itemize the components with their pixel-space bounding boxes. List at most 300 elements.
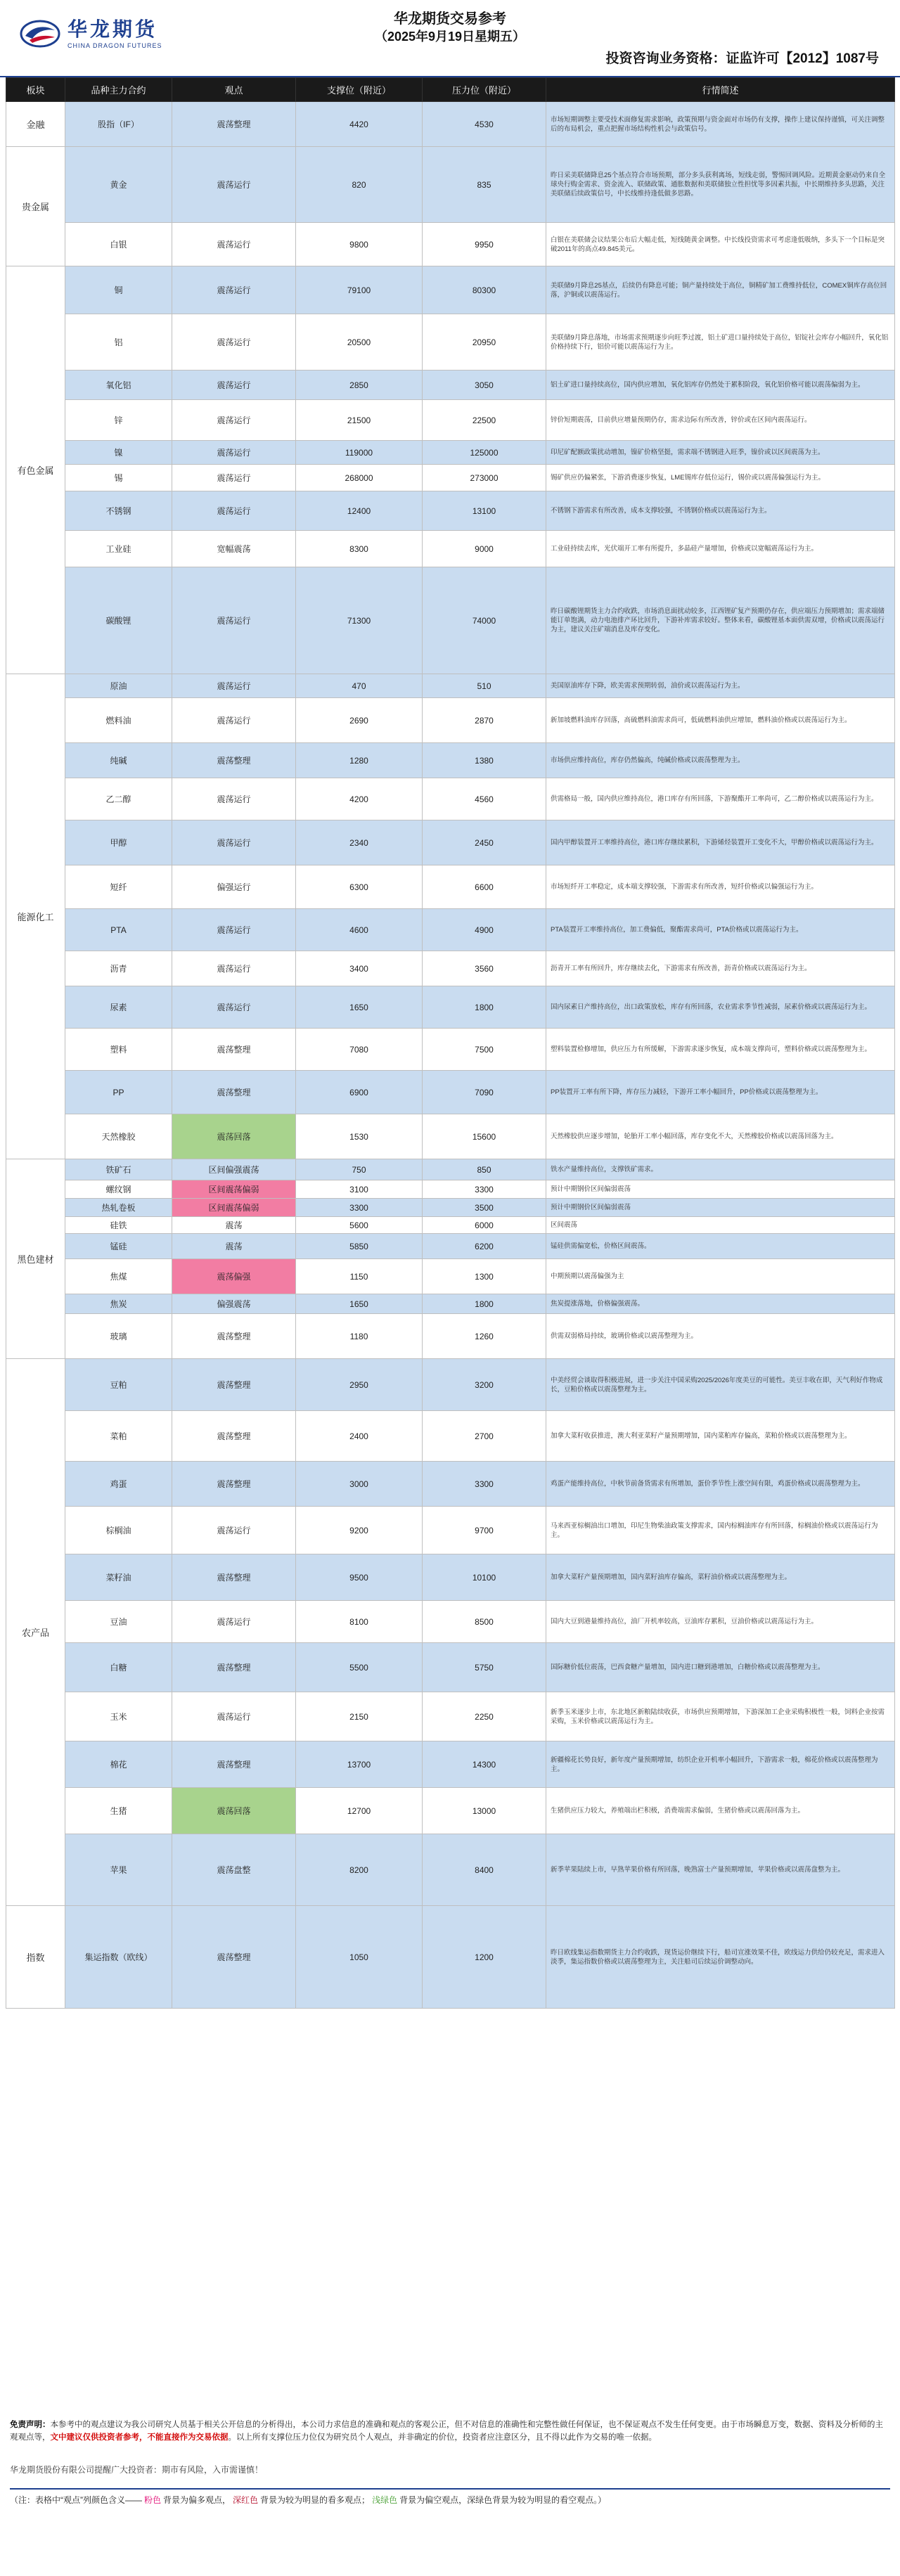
description-cell: 焦炭提涨落地，价格偏强震荡。 <box>546 1294 895 1314</box>
view-cell: 震荡运行 <box>172 371 296 400</box>
view-cell: 震荡 <box>172 1234 296 1259</box>
description-cell: 不锈钢下游需求有所改善，成本支撑较强，不锈钢价格或以震荡运行为主。 <box>546 491 895 531</box>
table-row <box>6 314 895 371</box>
product-cell: 棉花 <box>65 1741 172 1788</box>
description-cell: 加拿大菜籽产量预期增加，国内菜籽油库存偏高，菜籽油价格或以震荡整理为主。 <box>546 1554 895 1601</box>
view-cell: 震荡整理 <box>172 1071 296 1114</box>
view-cell: 震荡运行 <box>172 674 296 698</box>
description-cell: 国内甲醇装置开工率维持高位，港口库存继续累积，下游烯烃装置开工变化不大，甲醇价格或以震荡运行为主。 <box>546 820 895 865</box>
description-cell: 新季玉米逐步上市，东北地区新粮陆续收获，市场供应预期增加，下游深加工企业采购积极性一般，饲料企业按需采购，玉米价格或以震荡运行为主。 <box>546 1692 895 1741</box>
description-cell: 区间震荡 <box>546 1217 895 1234</box>
support-cell: 2150 <box>296 1692 423 1741</box>
support-cell: 8200 <box>296 1834 423 1906</box>
product-cell: 豆油 <box>65 1601 172 1643</box>
support-cell: 750 <box>296 1159 423 1180</box>
support-cell: 5850 <box>296 1234 423 1259</box>
description-cell: 市场供应维持高位，库存仍然偏高，纯碱价格或以震荡整理为主。 <box>546 743 895 778</box>
product-cell: 乙二醇 <box>65 778 172 820</box>
table-row <box>6 1199 895 1217</box>
table-row <box>6 909 895 951</box>
support-cell: 5500 <box>296 1643 423 1692</box>
support-cell: 1650 <box>296 1294 423 1314</box>
description-cell: 昨日碳酸锂期货主力合约收跌，市场消息面扰动较多，江西锂矿复产预期仍存在，供应端压力预期增加；需求端储能订单饱满，动力电池排产环比回升，下游补库需求较好。整体来看，碳酸锂基本面供需双增，价格或以震荡运行为主，建议关注矿端消息及库存变化。 <box>546 567 895 674</box>
table-row <box>6 820 895 865</box>
view-cell: 区间偏强震荡 <box>172 1159 296 1180</box>
product-cell: 碳酸锂 <box>65 567 172 674</box>
description-cell: 昨日欧线集运指数期货主力合约收跌，现货运价继续下行，船司宣涨效果不佳，欧线运力供给仍较充足，需求进入淡季，集运指数价格或以震荡整理为主，关注船司后续运价调整动向。 <box>546 1906 895 2009</box>
view-cell: 震荡运行 <box>172 223 296 266</box>
description-cell: 美联储9月降息落地，市场需求预期逐步向旺季过渡，铝土矿进口量持续处于高位，铝锭社会库存小幅回升，氧化铝价格持续下行，铝价可能以震荡运行为主。 <box>546 314 895 371</box>
table-row <box>6 778 895 820</box>
product-cell: 铁矿石 <box>65 1159 172 1180</box>
table-row <box>6 465 895 491</box>
description-cell: 国内尿素日产维持高位，出口政策放松，库存有所回落，农业需求季节性减弱，尿素价格或以震荡运行为主。 <box>546 986 895 1029</box>
support-cell: 2850 <box>296 371 423 400</box>
table-row <box>6 986 895 1029</box>
product-cell: 沥青 <box>65 951 172 986</box>
support-cell: 1530 <box>296 1114 423 1159</box>
support-cell: 1650 <box>296 986 423 1029</box>
resistance-cell: 1800 <box>423 986 546 1029</box>
description-cell: 预计中期钢价区间偏弱震荡 <box>546 1199 895 1217</box>
resistance-cell: 9950 <box>423 223 546 266</box>
table-row <box>6 371 895 400</box>
resistance-cell: 7090 <box>423 1071 546 1114</box>
product-cell: 工业硅 <box>65 531 172 567</box>
table-row <box>6 1234 895 1259</box>
support-cell: 9500 <box>296 1554 423 1601</box>
product-cell: 天然橡胶 <box>65 1114 172 1159</box>
view-cell: 震荡运行 <box>172 147 296 223</box>
description-cell: PTA装置开工率维持高位，加工费偏低，聚酯需求尚可，PTA价格或以震荡运行为主。 <box>546 909 895 951</box>
product-cell: 纯碱 <box>65 743 172 778</box>
resistance-cell: 3200 <box>423 1359 546 1411</box>
sector-cell: 农产品 <box>6 1359 65 1906</box>
support-cell: 7080 <box>296 1029 423 1071</box>
product-cell: 焦煤 <box>65 1259 172 1294</box>
description-cell: 供需格局一般，国内供应维持高位，港口库存有所回落，下游聚酯开工率尚可，乙二醇价格或以震荡运行为主。 <box>546 778 895 820</box>
support-cell: 3300 <box>296 1199 423 1217</box>
support-cell: 13700 <box>296 1741 423 1788</box>
resistance-cell: 850 <box>423 1159 546 1180</box>
table-row <box>6 698 895 743</box>
report-date: （2025年9月19日星期五） <box>374 30 526 44</box>
product-cell: 塑料 <box>65 1029 172 1071</box>
table-row <box>6 1462 895 1507</box>
table-row <box>6 1314 895 1359</box>
table-row <box>6 1507 895 1554</box>
product-cell: 生猪 <box>65 1788 172 1834</box>
license-number: 投资咨询业务资格：证监许可【2012】1087号 <box>605 51 879 66</box>
description-cell: 市场短期调整主要受技术面修复需求影响，政策预期与资金面对市场仍有支撑，操作上建议保持谨慎，可关注调整后的布局机会，重点把握市场结构性机会与政策信号。 <box>546 102 895 147</box>
logo-chinese-name: 华龙期货 <box>68 18 158 40</box>
support-cell: 2690 <box>296 698 423 743</box>
table-row <box>6 1259 895 1294</box>
sector-cell: 指数 <box>6 1906 65 2009</box>
view-cell: 震荡运行 <box>172 778 296 820</box>
view-cell: 震荡运行 <box>172 951 296 986</box>
product-cell: 铜 <box>65 266 172 314</box>
description-cell: 美联储9月降息25基点，后续仍有降息可能；铜产量持续处于高位，铜精矿加工费维持低位，COMEX铜库存高位回落，沪铜或以震荡运行。 <box>546 266 895 314</box>
resistance-cell: 510 <box>423 674 546 698</box>
view-cell: 震荡 <box>172 1217 296 1234</box>
resistance-cell: 9000 <box>423 531 546 567</box>
description-cell: 锰硅供需偏宽松，价格区间震荡。 <box>546 1234 895 1259</box>
view-cell: 震荡运行 <box>172 441 296 465</box>
table-row <box>6 674 895 698</box>
disclaimer-tail: 。以上所有支撑位压力位仅为研究员个人观点，并非确定的价位，投资者应注意区分，且不得以此作为交易的唯一依据。 <box>228 2433 657 2442</box>
view-cell: 区间震荡偏弱 <box>172 1180 296 1199</box>
disclaimer-highlight: 文中建议仅供投资者参考，不能直接作为交易依据 <box>50 2433 229 2442</box>
description-cell: 塑料装置检修增加，供应压力有所缓解，下游需求逐步恢复，成本端支撑尚可，塑料价格或以震荡整理为主。 <box>546 1029 895 1071</box>
resistance-cell: 9700 <box>423 1507 546 1554</box>
resistance-cell: 1260 <box>423 1314 546 1359</box>
support-cell: 20500 <box>296 314 423 371</box>
resistance-cell: 74000 <box>423 567 546 674</box>
description-cell: 白银在美联储会议结果公布后大幅走低，短线随黄金调整。中长线投资需求可考虑逢低吸纳，多头下一个目标是突破2011年的高点49.845美元。 <box>546 223 895 266</box>
view-cell: 震荡整理 <box>172 1314 296 1359</box>
resistance-cell: 13100 <box>423 491 546 531</box>
support-cell: 470 <box>296 674 423 698</box>
support-cell: 820 <box>296 147 423 223</box>
column-header: 压力位（附近） <box>423 78 546 102</box>
table-row <box>6 1741 895 1788</box>
sector-cell: 金融 <box>6 102 65 147</box>
report-title: 华龙期货交易参考 <box>394 11 506 27</box>
table-row <box>6 1029 895 1071</box>
description-cell: 昨日采美联储降息25个基点符合市场预期，部分多头获利离场，短线走弱，警惕回调风险。近期黄金驱动仍来自全球央行购金需求、资金流入、联储政策、通胀数据和美联储独立性担忧等多因素共振，中长期维持多头思路，关注美联储后续政策信号，中长线维持逢低做多思路。 <box>546 147 895 223</box>
support-cell: 21500 <box>296 400 423 441</box>
product-cell: 氧化铝 <box>65 371 172 400</box>
table-row <box>6 1294 895 1314</box>
view-cell: 震荡运行 <box>172 314 296 371</box>
description-cell: 新加坡燃料油库存回落，高硫燃料油需求尚可，低硫燃料油供应增加，燃料油价格或以震荡运行为主。 <box>546 698 895 743</box>
product-cell: 股指（IF） <box>65 102 172 147</box>
description-cell: 中美经贸会谈取得积极进展，进一步关注中国采购2025/2026年度美豆的可能性。美豆丰收在即，天气利好作物成长，豆粕价格或以震荡整理为主。 <box>546 1359 895 1411</box>
resistance-cell: 3560 <box>423 951 546 986</box>
support-cell: 2340 <box>296 820 423 865</box>
sector-cell: 能源化工 <box>6 674 65 1159</box>
support-cell: 9800 <box>296 223 423 266</box>
description-cell: 加拿大菜籽收获推进，澳大利亚菜籽产量预期增加，国内菜粕库存偏高，菜粕价格或以震荡整理为主。 <box>546 1411 895 1462</box>
resistance-cell: 2450 <box>423 820 546 865</box>
support-cell: 268000 <box>296 465 423 491</box>
resistance-cell: 3300 <box>423 1462 546 1507</box>
view-cell: 震荡运行 <box>172 698 296 743</box>
description-cell: 国内大豆到港量维持高位，油厂开机率较高，豆油库存累积，豆油价格或以震荡运行为主。 <box>546 1601 895 1643</box>
view-cell: 震荡整理 <box>172 1029 296 1071</box>
support-cell: 4420 <box>296 102 423 147</box>
product-cell: PP <box>65 1071 172 1114</box>
description-cell: PP装置开工率有所下降，库存压力减轻，下游开工率小幅回升，PP价格或以震荡整理为主。 <box>546 1071 895 1114</box>
support-cell: 71300 <box>296 567 423 674</box>
resistance-cell: 2250 <box>423 1692 546 1741</box>
resistance-cell: 1300 <box>423 1259 546 1294</box>
product-cell: 白银 <box>65 223 172 266</box>
description-cell: 鸡蛋产能维持高位，中秋节前备货需求有所增加，蛋价季节性上涨空间有限，鸡蛋价格或以震荡整理为主。 <box>546 1462 895 1507</box>
product-cell: 热轧卷板 <box>65 1199 172 1217</box>
support-cell: 1280 <box>296 743 423 778</box>
report-footer <box>10 2419 890 2506</box>
description-cell: 铝土矿进口量持续高位，国内供应增加，氧化铝库存仍然处于累积阶段，氧化铝价格可能以震荡偏弱为主。 <box>546 371 895 400</box>
support-cell: 1180 <box>296 1314 423 1359</box>
view-cell: 震荡整理 <box>172 1462 296 1507</box>
support-cell: 3400 <box>296 951 423 986</box>
resistance-cell: 5750 <box>423 1643 546 1692</box>
color-legend-note <box>10 2488 890 2506</box>
product-cell: 菜籽油 <box>65 1554 172 1601</box>
resistance-cell: 15600 <box>423 1114 546 1159</box>
product-cell: 鸡蛋 <box>65 1462 172 1507</box>
view-cell: 震荡运行 <box>172 400 296 441</box>
resistance-cell: 22500 <box>423 400 546 441</box>
resistance-cell: 273000 <box>423 465 546 491</box>
logo-english-name: CHINA DRAGON FUTURES <box>68 42 162 49</box>
resistance-cell: 3500 <box>423 1199 546 1217</box>
table-row <box>6 102 895 147</box>
table-row <box>6 1906 895 2009</box>
description-cell: 新季苹果陆续上市，早熟苹果价格有所回落，晚熟富士产量预期增加，苹果价格或以震荡盘整为主。 <box>546 1834 895 1906</box>
risk-warning: 华龙期货股份有限公司提醒广大投资者：期市有风险，入市需谨慎！ <box>10 2465 264 2475</box>
view-cell: 震荡运行 <box>172 1601 296 1643</box>
product-cell: 苹果 <box>65 1834 172 1906</box>
product-cell: 豆粕 <box>65 1359 172 1411</box>
column-header: 支撑位（附近） <box>296 78 423 102</box>
support-cell: 4200 <box>296 778 423 820</box>
view-cell: 震荡盘整 <box>172 1834 296 1906</box>
description-cell: 印尼矿配额政策扰动增加，镍矿价格坚挺，需求端不锈钢进入旺季，镍价或以区间震荡为主。 <box>546 441 895 465</box>
product-cell: 硅铁 <box>65 1217 172 1234</box>
product-cell: 玉米 <box>65 1692 172 1741</box>
product-cell: 锰硅 <box>65 1234 172 1259</box>
view-cell: 震荡运行 <box>172 465 296 491</box>
note-green: 浅绿色 <box>372 2495 398 2505</box>
resistance-cell: 3300 <box>423 1180 546 1199</box>
support-cell: 3000 <box>296 1462 423 1507</box>
view-cell: 区间震荡偏弱 <box>172 1199 296 1217</box>
reference-table <box>6 77 895 2009</box>
resistance-cell: 8500 <box>423 1601 546 1643</box>
support-cell: 6900 <box>296 1071 423 1114</box>
description-cell: 天然橡胶供应逐步增加，轮胎开工率小幅回落，库存变化不大，天然橡胶价格或以震荡回落为主。 <box>546 1114 895 1159</box>
resistance-cell: 13000 <box>423 1788 546 1834</box>
column-header: 观点 <box>172 78 296 102</box>
sector-cell: 黑色建材 <box>6 1159 65 1359</box>
view-cell: 震荡整理 <box>172 1411 296 1462</box>
resistance-cell: 1200 <box>423 1906 546 2009</box>
product-cell: 白糖 <box>65 1643 172 1692</box>
report-header <box>0 0 900 77</box>
table-body <box>6 102 895 2009</box>
description-cell: 预计中期钢价区间偏弱震荡 <box>546 1180 895 1199</box>
column-header: 行情简述 <box>546 78 895 102</box>
product-cell: 尿素 <box>65 986 172 1029</box>
view-cell: 震荡运行 <box>172 491 296 531</box>
resistance-cell: 10100 <box>423 1554 546 1601</box>
product-cell: PTA <box>65 909 172 951</box>
description-cell: 供需双弱格局持续，玻璃价格或以震荡整理为主。 <box>546 1314 895 1359</box>
view-cell: 震荡运行 <box>172 909 296 951</box>
table-row <box>6 1359 895 1411</box>
product-cell: 集运指数（欧线） <box>65 1906 172 2009</box>
table-row <box>6 1692 895 1741</box>
view-cell: 震荡整理 <box>172 1359 296 1411</box>
table-row <box>6 266 895 314</box>
support-cell: 8100 <box>296 1601 423 1643</box>
resistance-cell: 4530 <box>423 102 546 147</box>
view-cell: 震荡运行 <box>172 986 296 1029</box>
resistance-cell: 835 <box>423 147 546 223</box>
note-mid2: 背景为较为明显的看多观点； <box>260 2495 371 2505</box>
description-cell: 马来西亚棕榈油出口增加，印尼生物柴油政策支撑需求，国内棕榈油库存有所回落，棕榈油价格或以震荡运行为主。 <box>546 1507 895 1554</box>
product-cell: 焦炭 <box>65 1294 172 1314</box>
view-cell: 震荡运行 <box>172 567 296 674</box>
disclaimer-text: 本参考中的观点建议为我公司研究人员基于相关公开信息的分析得出，本公司力求信息的准确和观点的客观公正，但不对信息的准确性和完整性做任何保证，也不保证观点不发生任何变更。由于市场瞬息万变，数据、资料及分析师的主观观点等， <box>10 2421 883 2442</box>
support-cell: 79100 <box>296 266 423 314</box>
resistance-cell: 6000 <box>423 1217 546 1234</box>
support-cell: 1150 <box>296 1259 423 1294</box>
product-cell: 锌 <box>65 400 172 441</box>
resistance-cell: 80300 <box>423 266 546 314</box>
product-cell: 棕榈油 <box>65 1507 172 1554</box>
product-cell: 镍 <box>65 441 172 465</box>
product-cell: 不锈钢 <box>65 491 172 531</box>
description-cell: 铁水产量维持高位，支撑铁矿需求。 <box>546 1159 895 1180</box>
resistance-cell: 1380 <box>423 743 546 778</box>
product-cell: 原油 <box>65 674 172 698</box>
note-tail: 背景为偏空观点，深绿色背景为较为明显的看空观点。） <box>399 2495 607 2505</box>
product-cell: 燃料油 <box>65 698 172 743</box>
description-cell: 工业硅持续去库，光伏端开工率有所提升，多晶硅产量增加，价格或以宽幅震荡运行为主。 <box>546 531 895 567</box>
sector-cell: 有色金属 <box>6 266 65 674</box>
sector-cell: 贵金属 <box>6 147 65 266</box>
support-cell: 8300 <box>296 531 423 567</box>
support-cell: 2950 <box>296 1359 423 1411</box>
view-cell: 震荡运行 <box>172 266 296 314</box>
resistance-cell: 6600 <box>423 865 546 909</box>
table-header-row <box>6 78 895 102</box>
resistance-cell: 125000 <box>423 441 546 465</box>
description-cell: 新疆棉花长势良好，新年度产量预期增加，纺织企业开机率小幅回升，下游需求一般，棉花价格或以震荡整理为主。 <box>546 1741 895 1788</box>
table-row <box>6 491 895 531</box>
table-row <box>6 567 895 674</box>
table-row <box>6 1217 895 1234</box>
view-cell: 偏强震荡 <box>172 1294 296 1314</box>
resistance-cell: 3050 <box>423 371 546 400</box>
table-row <box>6 531 895 567</box>
product-cell: 菜粕 <box>65 1411 172 1462</box>
note-pink: 粉色 <box>144 2495 162 2505</box>
view-cell: 震荡运行 <box>172 820 296 865</box>
support-cell: 6300 <box>296 865 423 909</box>
view-cell: 震荡回落 <box>172 1114 296 1159</box>
support-cell: 1050 <box>296 1906 423 2009</box>
disclaimer <box>10 2419 890 2444</box>
table-row <box>6 223 895 266</box>
support-cell: 119000 <box>296 441 423 465</box>
view-cell: 震荡运行 <box>172 1507 296 1554</box>
support-cell: 2400 <box>296 1411 423 1462</box>
resistance-cell: 20950 <box>423 314 546 371</box>
product-cell: 甲醇 <box>65 820 172 865</box>
table-row <box>6 147 895 223</box>
view-cell: 震荡整理 <box>172 1741 296 1788</box>
description-cell: 沥青开工率有所回升，库存继续去化，下游需求有所改善，沥青价格或以震荡运行为主。 <box>546 951 895 986</box>
resistance-cell: 6200 <box>423 1234 546 1259</box>
resistance-cell: 1800 <box>423 1294 546 1314</box>
resistance-cell: 8400 <box>423 1834 546 1906</box>
support-cell: 12400 <box>296 491 423 531</box>
description-cell: 生猪供应压力较大，养殖端出栏积极，消费端需求偏弱，生猪价格或以震荡回落为主。 <box>546 1788 895 1834</box>
table-row <box>6 1834 895 1906</box>
disclaimer-label: 免责声明： <box>10 2421 51 2429</box>
table-row <box>6 1554 895 1601</box>
description-cell: 美国原油库存下降，欧美需求预期转弱，油价或以震荡运行为主。 <box>546 674 895 698</box>
table-row <box>6 1788 895 1834</box>
product-cell: 黄金 <box>65 147 172 223</box>
resistance-cell: 2870 <box>423 698 546 743</box>
product-cell: 铝 <box>65 314 172 371</box>
view-cell: 震荡运行 <box>172 1692 296 1741</box>
resistance-cell: 7500 <box>423 1029 546 1071</box>
description-cell: 市场短纤开工率稳定，成本端支撑较强，下游需求有所改善，短纤价格或以偏强运行为主。 <box>546 865 895 909</box>
table-row <box>6 400 895 441</box>
note-prefix: （注：表格中“观点”列颜色含义—— <box>10 2495 142 2505</box>
description-cell: 锡矿供应仍偏紧张，下游消费逐步恢复，LME锡库存低位运行，锡价或以震荡偏强运行为主。 <box>546 465 895 491</box>
description-cell: 国际糖价低位震荡，巴西食糖产量增加，国内进口糖到港增加，白糖价格或以震荡整理为主。 <box>546 1643 895 1692</box>
column-header: 板块 <box>6 78 65 102</box>
table-row <box>6 1071 895 1114</box>
support-cell: 9200 <box>296 1507 423 1554</box>
view-cell: 震荡回落 <box>172 1788 296 1834</box>
table-row <box>6 865 895 909</box>
description-cell: 中期预期以震荡偏强为主 <box>546 1259 895 1294</box>
view-cell: 震荡整理 <box>172 743 296 778</box>
product-cell: 螺纹钢 <box>65 1180 172 1199</box>
view-cell: 震荡整理 <box>172 1554 296 1601</box>
table-row <box>6 1180 895 1199</box>
column-header: 品种主力合约 <box>65 78 172 102</box>
support-cell: 12700 <box>296 1788 423 1834</box>
view-cell: 震荡整理 <box>172 1643 296 1692</box>
table-row <box>6 1159 895 1180</box>
view-cell: 偏强运行 <box>172 865 296 909</box>
support-cell: 5600 <box>296 1217 423 1234</box>
description-cell: 锌价短期震荡，目前供应增量预期仍存，需求边际有所改善，锌价或在区间内震荡运行。 <box>546 400 895 441</box>
table-row <box>6 951 895 986</box>
table-row <box>6 1114 895 1159</box>
table-row <box>6 441 895 465</box>
view-cell: 宽幅震荡 <box>172 531 296 567</box>
table-row <box>6 743 895 778</box>
resistance-cell: 4560 <box>423 778 546 820</box>
support-cell: 3100 <box>296 1180 423 1199</box>
view-cell: 震荡偏强 <box>172 1259 296 1294</box>
view-cell: 震荡整理 <box>172 102 296 147</box>
table-row <box>6 1601 895 1643</box>
note-mid1: 背景为偏多观点， <box>163 2495 231 2505</box>
support-cell: 4600 <box>296 909 423 951</box>
product-cell: 锡 <box>65 465 172 491</box>
product-cell: 玻璃 <box>65 1314 172 1359</box>
note-red: 深红色 <box>233 2495 259 2505</box>
table-row <box>6 1411 895 1462</box>
table-row <box>6 1643 895 1692</box>
resistance-cell: 2700 <box>423 1411 546 1462</box>
resistance-cell: 4900 <box>423 909 546 951</box>
resistance-cell: 14300 <box>423 1741 546 1788</box>
view-cell: 震荡整理 <box>172 1906 296 2009</box>
